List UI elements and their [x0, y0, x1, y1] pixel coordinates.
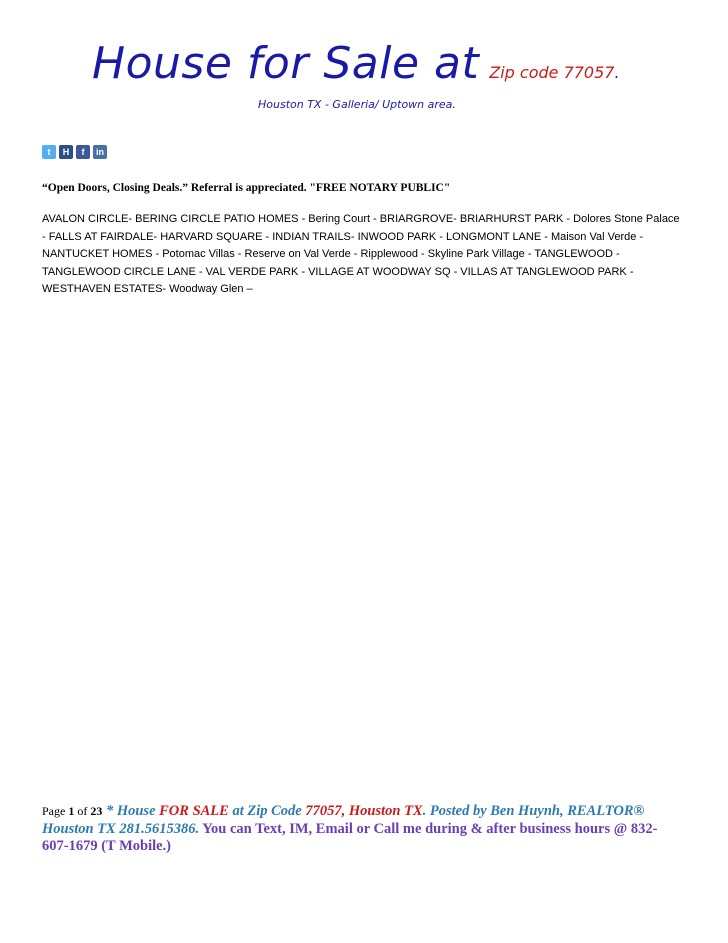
page-title: [92, 38, 620, 89]
facebook-icon[interactable]: f: [76, 145, 90, 159]
title-main: House for Sale at: [92, 38, 480, 89]
page-subtitle: Houston TX - Galleria/ Uptown area.: [258, 98, 456, 111]
footer-contact: You can Text, IM, Email or Call me during & after business hours @ 832-607-1679 (T Mobile.): [42, 820, 658, 854]
neighborhood-list: AVALON CIRCLE- BERING CIRCLE PATIO HOMES - Bering Court - BRIARGROVE- BRIARHURST PARK - Dolores Stone Palace - FALLS AT FAIRDALE- HARVARD SQUARE - INDIAN TRAILS- INWOOD PARK - LONGMONT LANE - Maison Val Verde - NANTUCKET HOMES - Potomac Villas - Reserve on Val Verde - Ripplewood - Skyline Park Village - TANGLEWOOD - TANGLEWOOD CIRCLE LANE - VAL VERDE PARK - VILLAGE AT WOODWAY SQ - VILLAS AT TANGLEWOOD PARK - WESTHAVEN ESTATES- Woodway Glen –: [42, 213, 680, 295]
title-zip-code: Zip code 77057: [489, 63, 615, 82]
tagline: “Open Doors, Closing Deals.” Referral is appreciated. "FREE NOTARY PUBLIC": [42, 182, 451, 194]
footer-for-sale: FOR SALE: [159, 803, 229, 819]
twitter-icon[interactable]: t: [42, 145, 56, 159]
page-footer: [42, 803, 682, 856]
page-indicator: Page 1 of 23: [42, 804, 103, 818]
footer-zip-location: 77057, Houston TX: [305, 803, 423, 819]
title-period: .: [614, 63, 620, 82]
footer-house: * House: [102, 803, 160, 819]
h-icon[interactable]: H: [59, 145, 73, 159]
linkedin-icon[interactable]: in: [93, 145, 107, 159]
social-share-bar: [42, 145, 107, 159]
footer-realtor: . Posted by Ben Huynh, REALTOR® Houston TX 281.5615386.: [42, 803, 645, 837]
footer-at-zip: at Zip Code: [228, 803, 306, 819]
